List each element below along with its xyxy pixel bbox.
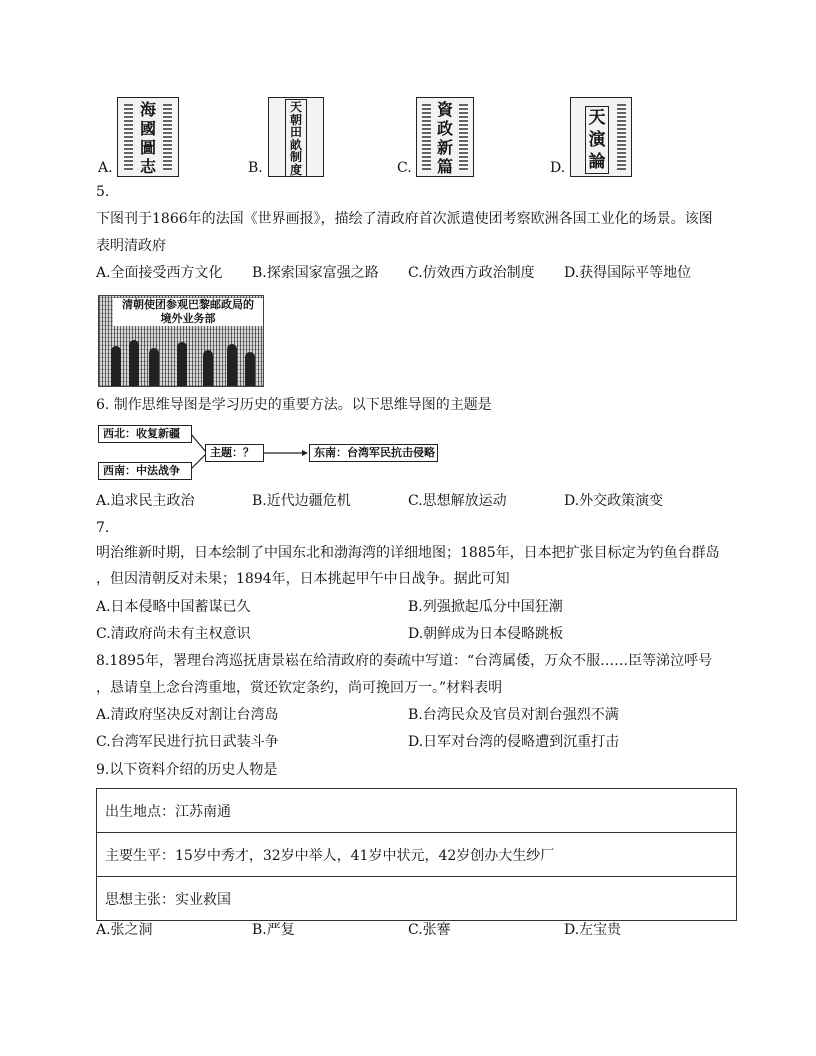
q5-image-caption-line1: 清朝使团参观巴黎邮政局的 bbox=[122, 298, 254, 311]
q6-option-b: B.近代边疆危机 bbox=[252, 493, 351, 509]
option-letter-d: D. bbox=[550, 160, 566, 176]
cover-title-a: 海國圖志 bbox=[139, 100, 156, 176]
q9-option-d: D.左宝贵 bbox=[564, 922, 622, 938]
q5-image-caption-line2: 境外业务部 bbox=[160, 312, 216, 325]
q8-option-c: C.台湾军民进行抗日武装斗争 bbox=[96, 734, 279, 750]
q5-number: 5. bbox=[96, 184, 110, 200]
mind-map-center: 主题：？ bbox=[205, 444, 264, 462]
q8-stem-line1: 8.1895年，署理台湾巡抚唐景崧在给清政府的奏疏中写道：“台湾属倭，万众不服……臣等涕泣呼号 bbox=[96, 653, 713, 669]
table-row bbox=[97, 789, 737, 833]
q9-info-table bbox=[96, 788, 737, 921]
option-letter-b: B. bbox=[248, 160, 263, 176]
q9-option-b: B.严复 bbox=[252, 922, 295, 938]
q6-stem: 6. 制作思维导图是学习历史的重要方法。以下思维导图的主题是 bbox=[96, 397, 492, 413]
table-row bbox=[97, 877, 737, 921]
cover-title-c: 資政新篇 bbox=[436, 100, 453, 176]
table-cell-birthplace: 出生地点：江苏南通 bbox=[97, 789, 737, 833]
q8-option-d: D.日军对台湾的侵略遭到沉重打击 bbox=[408, 734, 620, 750]
q5-option-a: A.全面接受西方文化 bbox=[96, 265, 223, 281]
table-row bbox=[97, 833, 737, 877]
q7-option-c: C.清政府尚未有主权意识 bbox=[96, 626, 251, 642]
q7-stem-line2: ，但因清朝反对未果；1894年，日本挑起甲午中日战争。据此可知 bbox=[96, 571, 510, 587]
table-cell-thought: 思想主张：实业救国 bbox=[97, 877, 737, 921]
q9-stem: 9.以下资料介绍的历史人物是 bbox=[96, 762, 278, 778]
q9-option-a: A.张之洞 bbox=[96, 922, 153, 938]
option-letter-a: A. bbox=[98, 160, 113, 176]
mind-map-southwest: 西南：中法战争 bbox=[98, 462, 192, 480]
q6-option-d: D.外交政策演变 bbox=[564, 493, 664, 509]
q8-option-b: B.台湾民众及官员对割台强烈不满 bbox=[408, 707, 619, 723]
q7-stem-line1: 明治维新时期，日本绘制了中国东北和渤海湾的详细地图；1885年，日本把扩张目标定为钓鱼台群岛 bbox=[96, 545, 720, 561]
q8-stem-line2: ，恳请皇上念台湾重地，赏还钦定条约，尚可挽回万一。”材料表明 bbox=[96, 680, 503, 696]
q5-stem-line2: 表明清政府 bbox=[96, 238, 166, 254]
q8-option-a: A.清政府坚决反对割让台湾岛 bbox=[96, 707, 279, 723]
mind-map-northwest: 西北：收复新疆 bbox=[98, 425, 192, 443]
cover-title-b: 天朝田畝制度 bbox=[285, 99, 307, 177]
q7-option-b: B.列强掀起瓜分中国狂潮 bbox=[408, 599, 563, 615]
q9-option-c: C.张謇 bbox=[408, 922, 451, 938]
q6-option-c: C.思想解放运动 bbox=[408, 493, 507, 509]
mind-map-southeast: 东南：台湾军民抗击侵略 bbox=[309, 444, 438, 462]
option-letter-c: C. bbox=[397, 160, 412, 176]
q7-option-d: D.朝鲜成为日本侵略跳板 bbox=[408, 626, 564, 642]
q6-option-a: A.追求民主政治 bbox=[96, 493, 195, 509]
cover-title-d: 天演論 bbox=[585, 106, 609, 174]
q7-option-a: A.日本侵略中国蓄谋已久 bbox=[96, 599, 251, 615]
q5-stem-line1: 下图刊于1866年的法国《世界画报》，描绘了清政府首次派遣使团考察欧洲各国工业化的场景。该图 bbox=[96, 211, 713, 227]
q7-number: 7. bbox=[96, 520, 110, 536]
q5-option-b: B.探索国家富强之路 bbox=[252, 265, 379, 281]
q5-option-d: D.获得国际平等地位 bbox=[564, 265, 692, 281]
q5-option-c: C.仿效西方政治制度 bbox=[408, 265, 535, 281]
table-cell-life: 主要生平：15岁中秀才，32岁中举人，41岁中状元，42岁创办大生纱厂 bbox=[97, 833, 737, 877]
